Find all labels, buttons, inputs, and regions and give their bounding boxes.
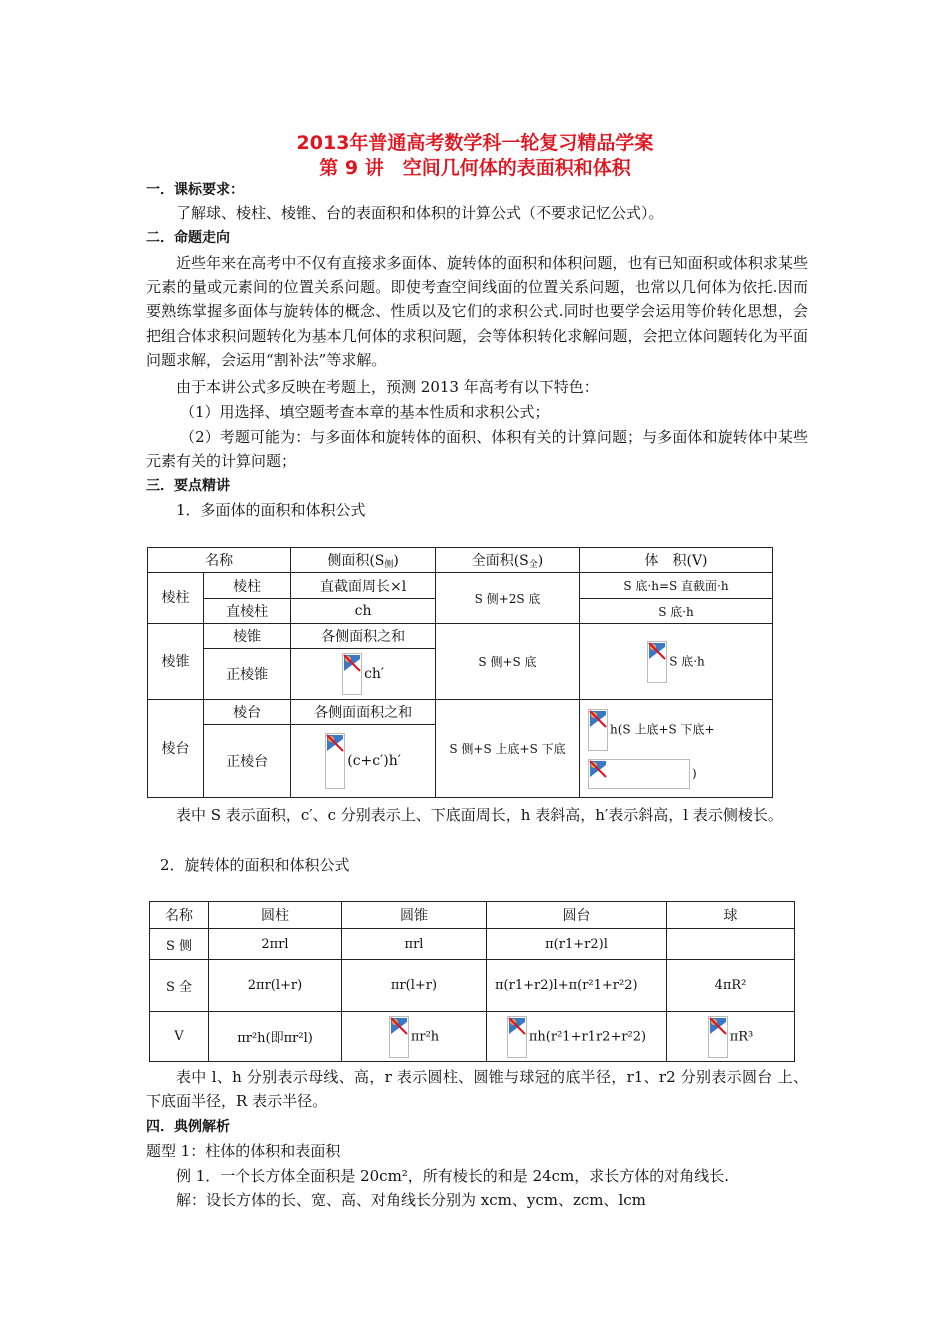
table-note: 表中 l、h 分别表示母线、高，r 表示圆柱、圆锥与球冠的底半径，r1、r2 分别表示圆台 上、下底面半径，R 表示半径。	[146, 1068, 808, 1110]
table-cell: 4πR²	[667, 960, 795, 1012]
broken-image-icon	[389, 1016, 409, 1058]
table-header: 侧面积$(S_侧)$	[291, 548, 436, 573]
table-cell: ch	[291, 599, 436, 624]
table-header: 体 积(V)	[580, 548, 773, 573]
table-cell: (c+c′)h′	[291, 725, 436, 798]
table-note: 表中 S 表示面积，c′、c 分别表示上、下底面周长，h 表斜高，h′表示斜高，l 表示侧棱长。	[176, 806, 783, 824]
table-cell: 各侧面积之和	[291, 624, 436, 649]
paragraph: 近些年来在高考中不仅有直接求多面体、旋转体的面积和体积问题，也有已知面积或体积求某些元素的量或元素间的位置关系问题。即使考查空间线面的位置关系问题，也常以几何体为依托.因而要熟练掌握多面体与旋转体的概念、性质以及它们的求积公式.同时也要学会运用等价转化思想，会把组合体求积问题转化为基本几何体的求积问题，会等体积转化求解问题，会把立体问题转化为平面问题求解，会运用“割补法”等求解。	[146, 254, 808, 369]
table-cell: S 全	[150, 960, 209, 1012]
section-heading: 一．课标要求：	[146, 182, 244, 198]
solution-text: 解：设长方体的长、宽、高、对角线长分别为 xcm、ycm、zcm、lcm	[176, 1191, 646, 1209]
table-cell: 直棱柱	[204, 599, 291, 624]
table-header: 全面积$(S_全)$	[435, 548, 579, 573]
polyhedron-formula-table	[147, 547, 773, 798]
table-cell: πrl	[342, 929, 487, 960]
table-cell: 2πrl	[209, 929, 342, 960]
table-cell: 2πr(l+r)	[209, 960, 342, 1012]
section-heading: 二．命题走向	[146, 230, 230, 246]
subheading: 题型 1：柱体的体积和表面积	[146, 1142, 341, 1160]
table-cell: 棱柱	[148, 573, 204, 624]
table-cell: 各侧面面积之和	[291, 700, 436, 725]
table-header: 圆锥	[342, 902, 487, 929]
table-cell: πh(r²1+r1r2+r²2)	[487, 1012, 667, 1062]
section-heading: 三．要点精讲	[146, 478, 230, 494]
solid-of-revolution-table	[149, 901, 795, 1062]
table-cell: 棱柱	[204, 573, 291, 599]
table-cell: V	[150, 1012, 209, 1062]
table-cell: S 侧	[150, 929, 209, 960]
lesson-title: 第 9 讲 空间几何体的表面积和体积	[319, 157, 631, 179]
table-cell: 正棱锥	[204, 649, 291, 700]
table-cell: 棱台	[204, 700, 291, 725]
table-cell: ch′	[291, 649, 436, 700]
table-cell: 正棱台	[204, 725, 291, 798]
paragraph: （2）考题可能为：与多面体和旋转体的面积、体积有关的计算问题；与多面体和旋转体中某些元素有关的计算问题；	[146, 428, 808, 470]
table-cell: 棱锥	[148, 624, 204, 700]
broken-image-icon	[507, 1016, 527, 1058]
subheading: 1．多面体的面积和体积公式	[176, 501, 366, 519]
table-cell: h(S 上底+S 下底+ )	[580, 700, 773, 798]
broken-image-icon	[325, 733, 345, 789]
table-cell: π(r1+r2)l+π(r²1+r²2)	[487, 960, 667, 1012]
table-cell: S 底·h	[580, 599, 773, 624]
paragraph: 由于本讲公式多反映在考题上，预测 2013 年高考有以下特色：	[176, 378, 599, 396]
broken-image-icon	[647, 641, 667, 683]
broken-image-icon	[588, 709, 608, 751]
table-cell: S 底·h=S 直截面·h	[580, 573, 773, 599]
table-header: 名称	[150, 902, 209, 929]
table-cell	[667, 929, 795, 960]
table-cell: 直截面周长×l	[291, 573, 436, 599]
table-cell: πR³	[667, 1012, 795, 1062]
table-header: 圆柱	[209, 902, 342, 929]
broken-image-icon	[708, 1016, 728, 1058]
subheading: 2．旋转体的面积和体积公式	[160, 856, 350, 874]
table-cell: πr²h(即πr²l)	[209, 1012, 342, 1062]
table-header: 名称	[148, 548, 291, 573]
table-cell: S 底·h	[580, 624, 773, 700]
table-cell: S 侧+S 上底+S 下底	[435, 700, 579, 798]
table-cell: S 侧+2S 底	[435, 573, 579, 624]
broken-image-icon	[588, 759, 690, 789]
table-header: 球	[667, 902, 795, 929]
table-cell: 棱台	[148, 700, 204, 798]
table-cell: πr²h	[342, 1012, 487, 1062]
paragraph: （1）用选择、填空题考查本章的基本性质和求积公式；	[180, 403, 550, 421]
paragraph: 了解球、棱柱、棱锥、台的表面积和体积的计算公式（不要求记忆公式）。	[176, 204, 664, 222]
doc-title: 2013年普通高考数学科一轮复习精品学案	[296, 132, 654, 154]
section-heading: 四．典例解析	[146, 1119, 230, 1135]
table-header: 圆台	[487, 902, 667, 929]
table-cell: πr(l+r)	[342, 960, 487, 1012]
example-problem: 例 1．一个长方体全面积是 20cm²，所有棱长的和是 24cm，求长方体的对角线长.	[176, 1167, 730, 1185]
broken-image-icon	[342, 653, 362, 695]
table-cell: π(r1+r2)l	[487, 929, 667, 960]
table-cell: 棱锥	[204, 624, 291, 649]
table-cell: S 侧+S 底	[435, 624, 579, 700]
